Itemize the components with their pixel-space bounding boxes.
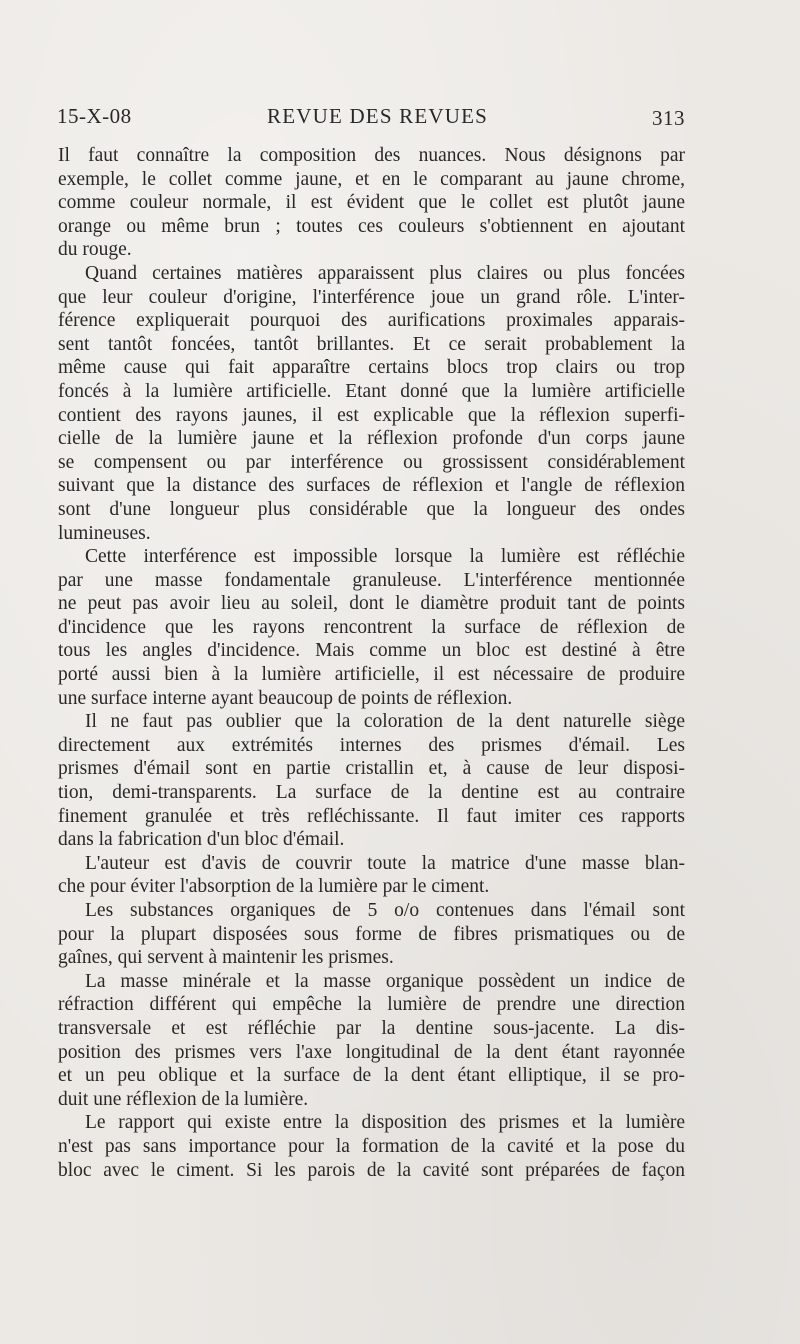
text-line: tous les angles d'incidence. Mais comme un bloc est destiné à être [58, 640, 685, 662]
text-line: che pour éviter l'absorption de la lumière par le ciment. [58, 876, 490, 898]
text-line: réfraction différent qui empêche la lumière de prendre une direction [58, 994, 685, 1016]
text-line: foncés à la lumière artificielle. Etant donné que la lumière artificielle [58, 380, 685, 402]
text-line: duit une réflexion de la lumière. [58, 1088, 309, 1110]
text-line: Les substances organiques de 5 o/o contenues dans l'émail sont [85, 900, 685, 921]
text-line: comme couleur normale, il est évident que le collet est plutôt jaune [58, 192, 685, 214]
text-line: finement granulée et très refléchissante. Il faut imiter ces rapports [58, 805, 685, 827]
text-line: ne peut pas avoir lieu au soleil, dont le diamètre produit tant de points [58, 593, 685, 615]
text-line: dans la fabrication d'un bloc d'émail. [58, 829, 345, 851]
text-line: se compensent ou par interférence ou grossissent considérablement [58, 451, 685, 473]
text-line: cielle de la lumière jaune et la réflexion profonde d'un corps jaune [58, 428, 685, 450]
text-line: et un peu oblique et la surface de la dent étant elliptique, il se pro- [58, 1065, 685, 1087]
text-line: du rouge. [58, 239, 132, 261]
text-line: une surface interne ayant beaucoup de points de réflexion. [58, 687, 513, 709]
text-line: suivant que la distance des surfaces de réflexion et l'angle de réflexion [58, 475, 685, 497]
header-title: REVUE DES REVUES [267, 104, 489, 128]
text-line: tion, demi-transparents. La surface de la dentine est au contraire [58, 782, 685, 804]
text-line: Cette interférence est impossible lorsque la lumière est réfléchie [85, 546, 685, 568]
text-line: L'auteur est d'avis de couvrir toute la matrice d'une masse blan- [85, 852, 685, 874]
text-line: porté aussi bien à la lumière artificielle, il est nécessaire de produire [58, 664, 685, 686]
text-line: pour la plupart disposées sous forme de fibres prismatiques ou de [58, 923, 685, 945]
text-line: bloc avec le ciment. Si les parois de la cavité sont préparées de façon [58, 1159, 685, 1181]
text-line: n'est pas sans importance pour la formation de la cavité et la pose du [58, 1135, 685, 1157]
text-line: Il ne faut pas oublier que la coloration de la dent naturelle siège [85, 711, 685, 733]
text-line: férence expliquerait pourquoi des aurifications proximales apparais- [58, 310, 685, 332]
text-line: lumineuses. [58, 522, 151, 544]
page-number: 313 [652, 106, 685, 130]
text-line: directement aux extrémités internes des prismes d'émail. Les [58, 734, 685, 756]
text-line: Quand certaines matières apparaissent plus claires ou plus foncées [85, 262, 685, 284]
text-line: contient des rayons jaunes, il est explicable que la réflexion superfi- [58, 404, 685, 426]
text-line: prismes d'émail sont en partie cristallin et, à cause de leur disposi- [58, 758, 685, 780]
text-line: Le rapport qui existe entre la disposition des prismes et la lumière [85, 1112, 685, 1134]
text-line: par une masse fondamentale granuleuse. L'interférence mentionnée [58, 569, 685, 591]
text-line: gaînes, qui servent à maintenir les prismes. [58, 947, 394, 969]
text-line: position des prismes vers l'axe longitudinal de la dent étant rayonnée [58, 1041, 685, 1063]
text-line: orange ou même brun ; toutes ces couleurs s'obtiennent en ajoutant [58, 215, 685, 237]
text-line: d'incidence que les rayons rencontrent la surface de réflexion de [58, 616, 685, 638]
text-line: exemple, le collet comme jaune, et en le comparant au jaune chrome, [58, 168, 685, 190]
running-header [57, 104, 685, 134]
text-line: sont d'une longueur plus considérable que la longueur des ondes [58, 498, 685, 520]
text-line: même cause qui fait apparaître certains blocs trop clairs ou trop [58, 357, 685, 379]
text-line: sent tantôt foncées, tantôt brillantes. Et ce serait probablement la [58, 333, 685, 355]
text-line: La masse minérale et la masse organique possèdent un indice de [85, 970, 685, 992]
article-body [58, 144, 685, 1182]
text-line: que leur couleur d'origine, l'interférence joue un grand rôle. L'inter- [58, 286, 685, 308]
text-line: Il faut connaître la composition des nuances. Nous désignons par [58, 145, 685, 166]
text-line: transversale et est réfléchie par la dentine sous-jacente. La dis- [58, 1017, 685, 1039]
header-date: 15-X-08 [57, 104, 132, 128]
